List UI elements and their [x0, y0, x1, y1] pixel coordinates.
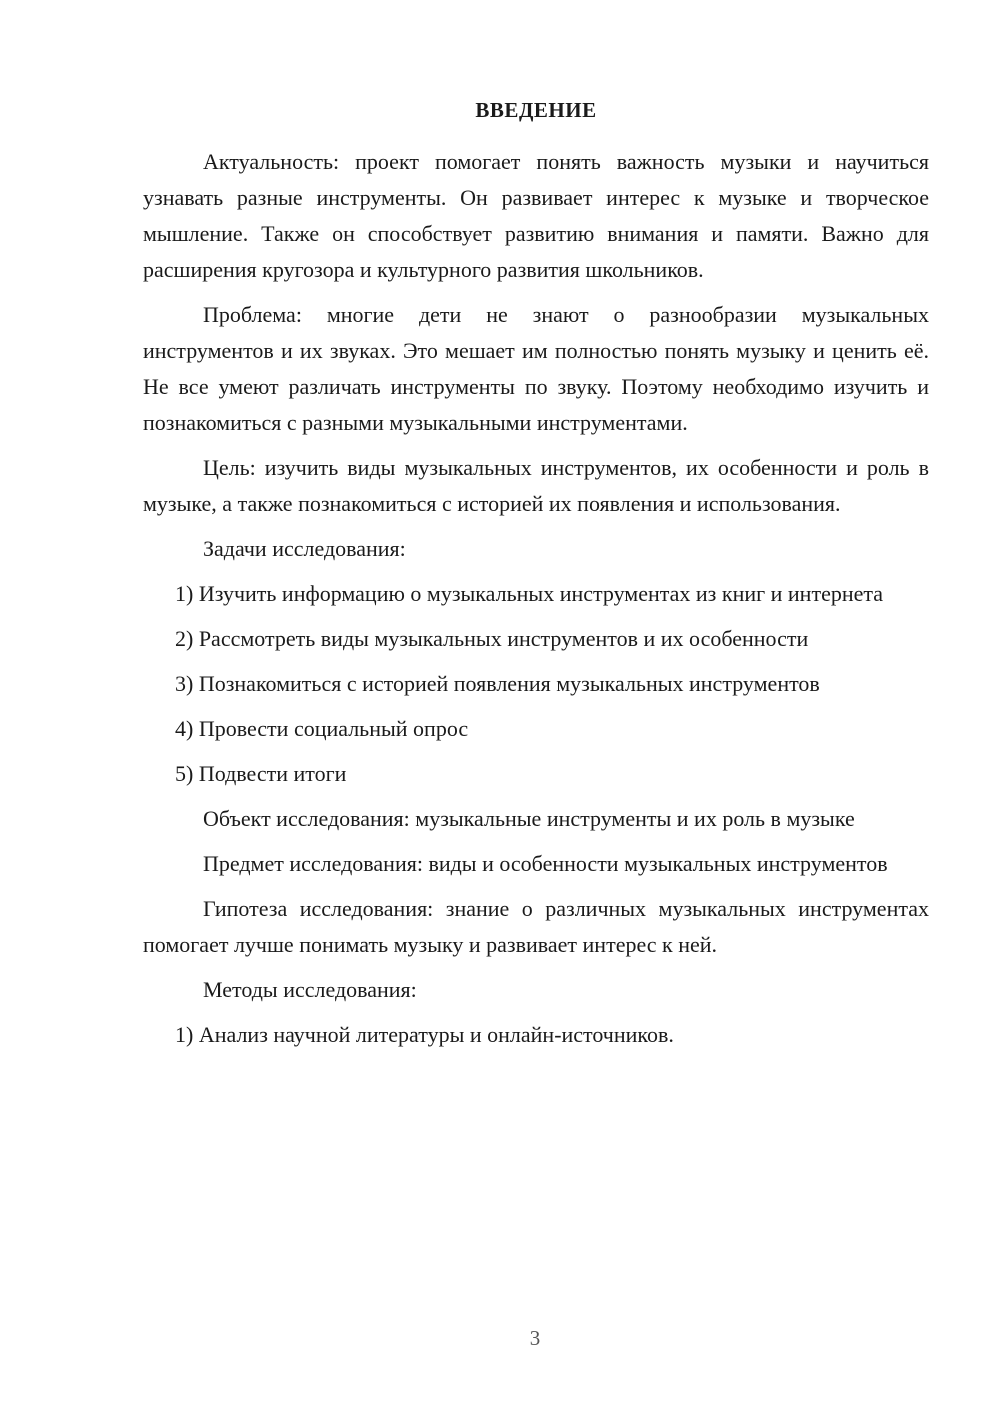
object-paragraph: Объект исследования: музыкальные инструменты и их роль в музыке	[203, 806, 855, 831]
task-item: 5) Подвести итоги	[175, 761, 347, 786]
page-number: 3	[529, 1326, 541, 1350]
page-content	[143, 92, 929, 1062]
relevance-paragraph: Актуальность: проект помогает понять важность музыки и научиться узнавать разные инструменты. Он развивает интерес к музыке и творческое мышление. Также он способствует развитию внимания и памяти. Важно для расширения кругозора и культурного развития школьников.	[143, 149, 929, 282]
method-item: 1) Анализ научной литературы и онлайн-источников.	[175, 1022, 674, 1047]
task-item: 2) Рассмотреть виды музыкальных инструментов и их особенности	[175, 626, 809, 651]
methods-heading: Методы исследования:	[203, 977, 417, 1002]
tasks-heading: Задачи исследования:	[203, 536, 406, 561]
task-item: 1) Изучить информацию о музыкальных инструментах из книг и интернета	[175, 581, 884, 606]
subject-paragraph: Предмет исследования: виды и особенности музыкальных инструментов	[203, 851, 888, 876]
goal-paragraph: Цель: изучить виды музыкальных инструментов, их особенности и роль в музыке, а также познакомиться с историей их появления и использования.	[143, 455, 929, 516]
problem-paragraph: Проблема: многие дети не знают о разнообразии музыкальных инструментов и их звуках. Это мешает им полностью понять музыку и ценить её. Не все умеют различать инструменты по звуку. Поэтому необходимо изучить и познакомиться с разными музыкальными инструментами.	[143, 302, 929, 435]
page-title: ВВЕДЕНИЕ	[475, 98, 597, 122]
task-item: 3) Познакомиться с историей появления музыкальных инструментов	[175, 671, 820, 696]
task-item: 4) Провести социальный опрос	[175, 716, 469, 741]
hypothesis-paragraph: Гипотеза исследования: знание о различных музыкальных инструментах помогает лучше понимать музыку и развивает интерес к ней.	[143, 896, 929, 957]
